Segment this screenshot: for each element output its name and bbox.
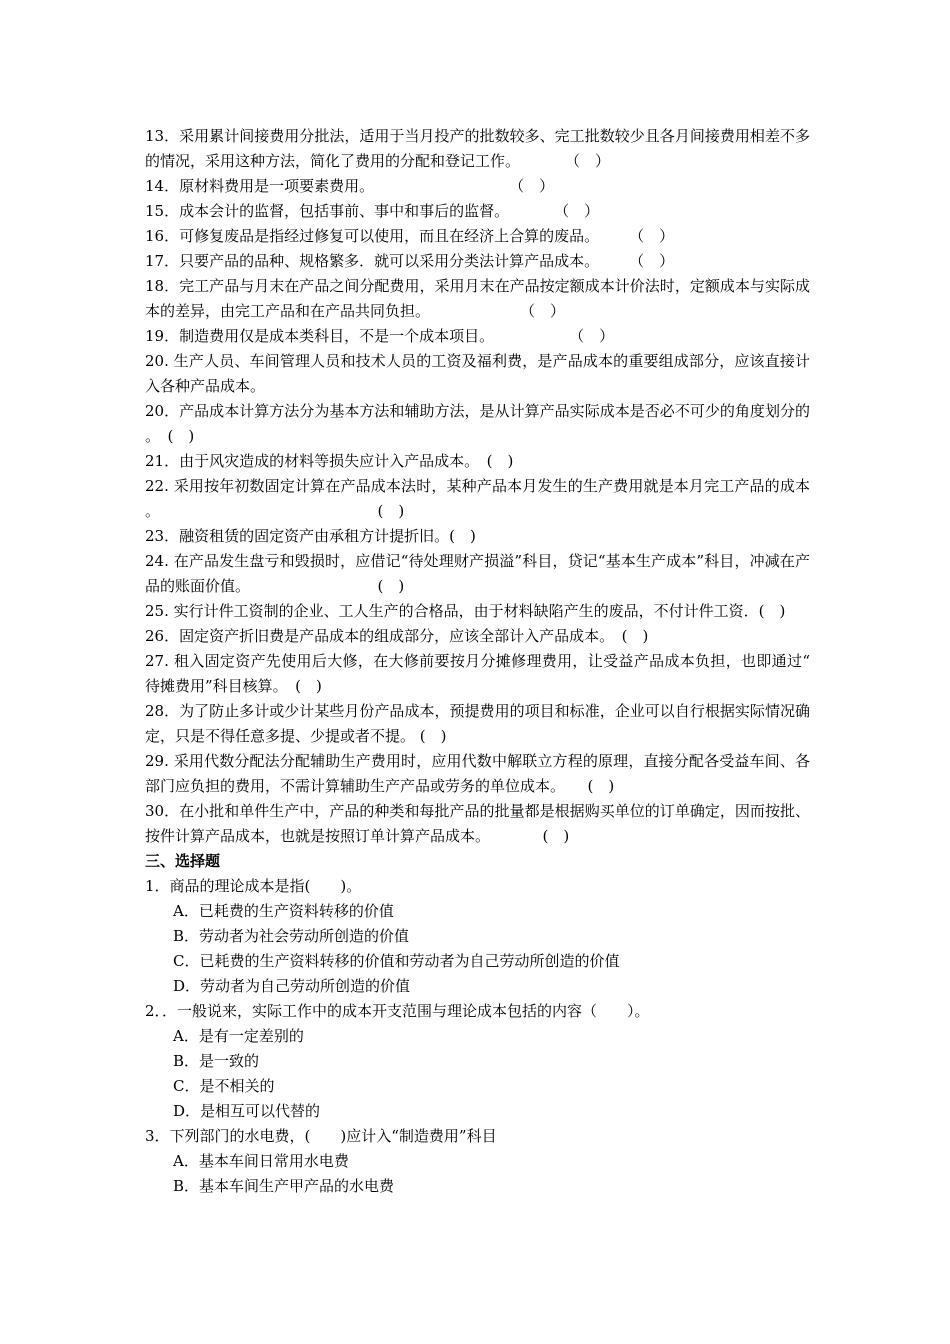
statement-27: 27. 租入固定资产先使用后大修，在大修前要按月分摊修理费用，让受益产品成本负担，也即通过“待摊费用”科目核算。 ( ): [145, 652, 810, 695]
page-content: [145, 124, 810, 1199]
statement-19: 19．制造费用仅是成本类科目，不是一个成本项目。 （ ）: [145, 327, 615, 345]
statement-26: 26．固定资产折旧费是产品成本的组成部分，应该全部计入产品成本。 ( ): [145, 627, 649, 645]
question-2-stem: 2．．一般说来，实际工作中的成本开支范围与理论成本包括的内容（ ）。: [145, 1002, 650, 1020]
statement-23: 23．融资租赁的固定资产由承租方计提折旧。( ): [145, 527, 476, 545]
statement-24: 24. 在产品发生盘亏和毁损时，应借记“待处理财产损溢”科目，贷记“基本生产成本”科目，冲减在产品的账面价值。 ( ): [145, 552, 810, 595]
statement-15: 15．成本会计的监督，包括事前、事中和事后的监督。 （ ）: [145, 202, 600, 220]
question-1-stem: 1．商品的理论成本是指( )。: [145, 877, 362, 895]
statement-14: 14．原材料费用是一项要素费用。 （ ）: [145, 177, 555, 195]
statement-17: 17．只要产品的品种、规格繁多．就可以采用分类法计算产品成本。 （ ）: [145, 252, 675, 270]
statement-18: 18．完工产品与月末在产品之间分配费用，采用月末在产品按定额成本计价法时，定额成本与实际成本的差异，由完工产品和在产品共同负担。 （ ）: [145, 277, 810, 320]
question-1-option-d: D．劳动者为自己劳动所创造的价值: [173, 977, 411, 995]
question-3-option-b: B．基本车间生产甲产品的水电费: [173, 1177, 395, 1195]
question-1-option-c: C．已耗费的生产资料转移的价值和劳动者为自己劳动所创造的价值: [173, 952, 620, 970]
statement-20b: 20．产品成本计算方法分为基本方法和辅助方法，是从计算产品实际成本是否必不可少的角度划分的。 ( ): [145, 402, 810, 445]
statement-29: 29. 采用代数分配法分配辅助生产费用时，应用代数中解联立方程的原理，直接分配各受益车间、各部门应负担的费用，不需计算辅助生产产品或劳务的单位成本。 ( ): [145, 752, 810, 795]
question-2-option-c: C．是不相关的: [173, 1077, 275, 1095]
statement-13: 13．采用累计间接费用分批法，适用于当月投产的批数较多、完工批数较少且各月间接费用相差不多的情况，采用这种方法，简化了费用的分配和登记工作。 （ ）: [145, 127, 810, 170]
question-1-option-b: B．劳动者为社会劳动所创造的价值: [173, 927, 410, 945]
question-2-option-b: B．是一致的: [173, 1052, 260, 1070]
statement-25: 25. 实行计件工资制的企业、工人生产的合格品，由于材料缺陷产生的废品，不付计件工资．( ): [145, 602, 786, 620]
question-2-option-a: A．是有一定差别的: [173, 1027, 304, 1045]
statement-16: 16．可修复废品是指经过修复可以使用，而且在经济上合算的废品。 （ ）: [145, 227, 675, 245]
question-2-option-d: D．是相互可以代替的: [173, 1102, 321, 1120]
statement-28: 28．为了防止多计或少计某些月份产品成本，预提费用的项目和标准，企业可以自行根据实际情况确定，只是不得任意多提、少提或者不提。 ( ): [145, 702, 810, 745]
statement-30: 30．在小批和单件生产中，产品的种类和每批产品的批量都是根据购买单位的订单确定，因而按批、按件计算产品成本，也就是按照订单计算产品成本。 ( ): [145, 802, 810, 845]
question-1-option-a: A．已耗费的生产资料转移的价值: [173, 902, 394, 920]
statement-21: 21．由于风灾造成的材料等损失应计入产品成本。 ( ): [145, 452, 514, 470]
statement-22: 22. 采用按年初数固定计算在产品成本法时，某种产品本月发生的生产费用就是本月完工产品的成本。 ( ): [145, 477, 810, 520]
statement-20a: 20. 生产人员、车间管理人员和技术人员的工资及福利费，是产品成本的重要组成部分，应该直接计入各种产品成本。: [145, 352, 810, 395]
question-3-option-a: A．基本车间日常用水电费: [173, 1152, 349, 1170]
question-3-stem: 3．下列部门的水电费，( )应计入“制造费用”科目: [145, 1127, 497, 1145]
section-title: 三、选择题: [145, 852, 221, 870]
